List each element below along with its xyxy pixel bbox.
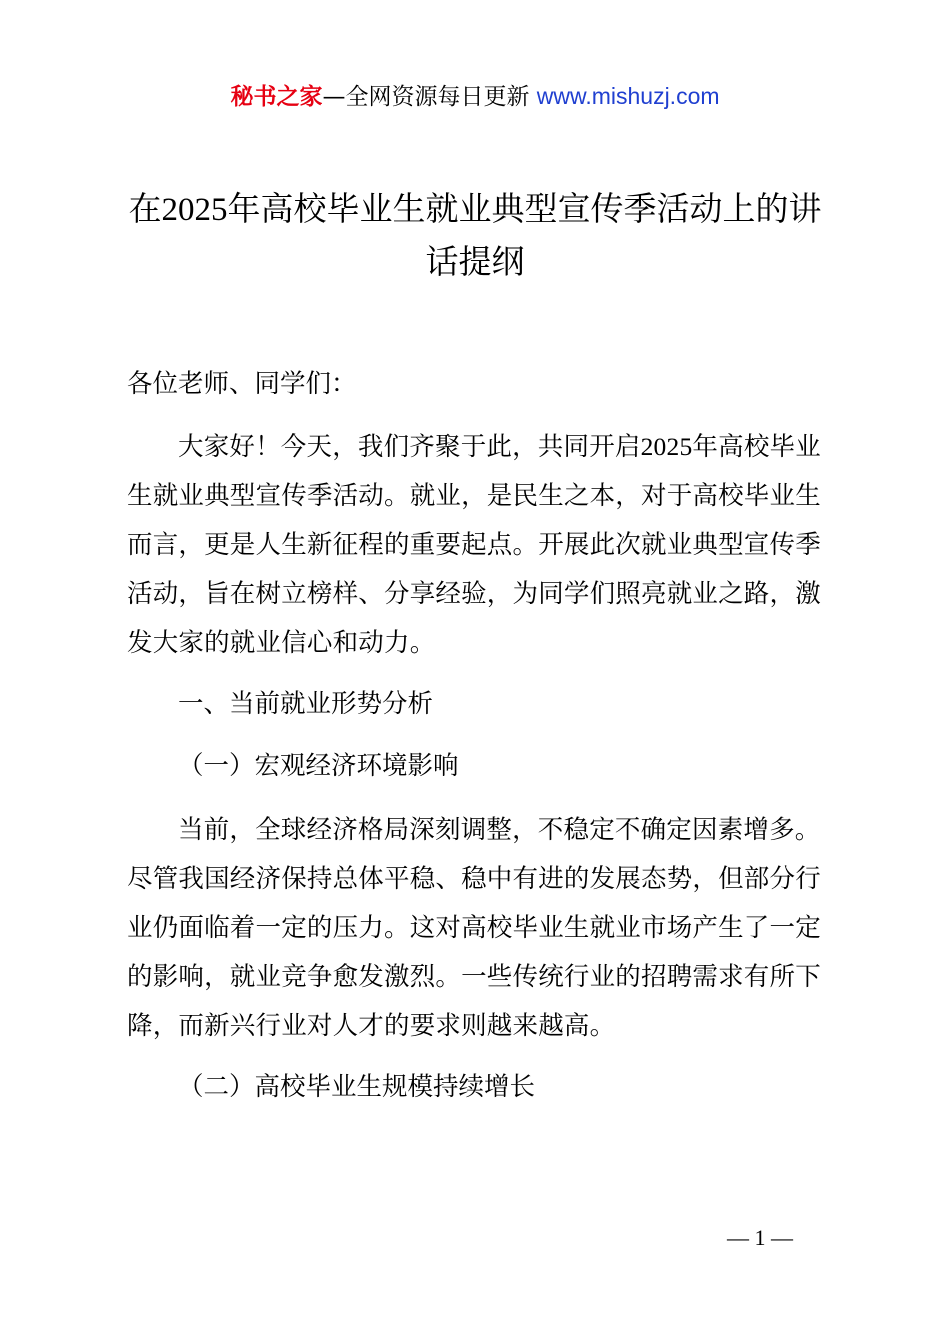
document-title (120, 183, 830, 288)
section-heading-1: 一、当前就业形势分析 (178, 689, 434, 719)
site-brand: 秘书之家 (230, 84, 323, 110)
title-year: 2025 (161, 192, 228, 228)
subsection-heading-1-1: （一）宏观经济环境影响 (178, 751, 459, 781)
site-slogan: —全网资源每日更新 (322, 84, 530, 110)
site-url-link[interactable]: www.mishuzj.com (536, 83, 720, 109)
page-number: — 1 — (727, 1225, 793, 1250)
subsection-heading-1-2: （二）高校毕业生规模持续增长 (178, 1072, 536, 1102)
economy-paragraph: 当前，全球经济格局深刻调整，不稳定不确定因素增多。尽管我国经济保持总体平稳、稳中有进的发展态势，但部分行业仍面临着一定的压力。这对高校毕业生就业市场产生了一定的影响，就业竞争愈发激烈。一些传统行业的招聘需求有所下降，而新兴行业对人才的要求则越来越高。 (127, 815, 821, 1041)
salutation: 各位老师、同学们： (127, 369, 357, 399)
title-suffix: 年高校毕业生就业典型宣传季活动上的讲话提纲 (227, 189, 822, 281)
site-header-banner (0, 80, 950, 113)
title-prefix: 在 (128, 189, 162, 228)
opening-paragraph (127, 422, 833, 668)
opening-paragraph-year: 2025 (640, 432, 693, 461)
opening-paragraph-part-b: 年高校毕业生就业典型宣传季活动。就业，是民生之本，对于高校毕业生而言，更是人生新征程的重要起点。开展此次就业典型宣传季活动，旨在树立榜样、分享经验，为同学们照亮就业之路，激发大家的就业信心和动力。 (127, 432, 821, 658)
opening-paragraph-part-a: 大家好！今天，我们齐聚于此，共同开启 (178, 432, 641, 462)
